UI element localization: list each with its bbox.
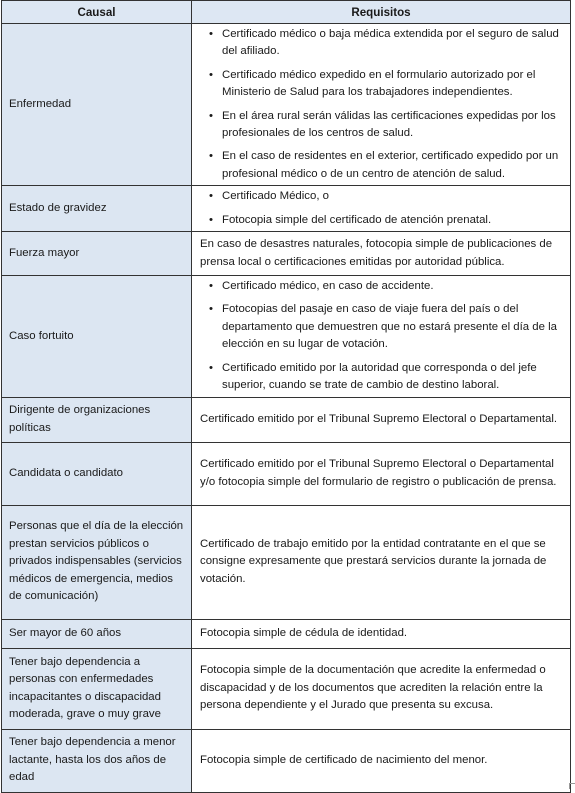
table-header-row	[2, 1, 571, 24]
column-header-causal: Causal	[2, 1, 192, 24]
table-row	[2, 276, 571, 397]
causal-cell: Candidata o candidato	[2, 442, 192, 505]
table-row	[2, 232, 571, 276]
table-row	[2, 186, 571, 232]
list-item: • Certificado médico, en caso de accidente.	[222, 278, 564, 295]
requisitos-cell	[192, 24, 571, 186]
requisitos-list	[200, 278, 564, 394]
causal-cell: Caso fortuito	[2, 276, 192, 397]
page-corner-mark	[569, 783, 575, 789]
requisitos-list	[200, 26, 564, 183]
list-item: • Fotocopia simple del certificado de atención prenatal.	[222, 212, 564, 229]
list-item: • Certificado médico o baja médica extendida por el seguro de salud del afiliado.	[222, 26, 564, 61]
requisitos-cell: Fotocopia simple de certificado de nacimiento del menor.	[192, 729, 571, 792]
list-item: • En el caso de residentes en el exterior, certificado expedido por un profesional médico o de un centro de atención de salud.	[222, 148, 564, 183]
table-row	[2, 442, 571, 505]
requisitos-cell: Fotocopia simple de cédula de identidad.	[192, 619, 571, 648]
requisitos-cell: En caso de desastres naturales, fotocopia simple de publicaciones de prensa local o certificaciones emitidas por autoridad pública.	[192, 232, 571, 276]
requisitos-cell: Certificado de trabajo emitido por la entidad contratante en el que se consigne expresamente que prestará servicios durante la jornada de votación.	[192, 505, 571, 619]
list-item: • Certificado médico expedido en el formulario autorizado por el Ministerio de Salud para los trabajadores independientes.	[222, 67, 564, 102]
column-header-requisitos: Requisitos	[192, 1, 571, 24]
causal-cell: Personas que el día de la elección prestan servicios públicos o privados indispensables (servicios médicos de emergencia, medios de comunicación)	[2, 505, 192, 619]
requisitos-cell: Certificado emitido por el Tribunal Supremo Electoral o Departamental y/o fotocopia simple del formulario de registro o publicación de prensa.	[192, 442, 571, 505]
list-item: • Fotocopias del pasaje en caso de viaje fuera del país o del departamento que demuestren que no estará presente el día de la elección en su lugar de votación.	[222, 301, 564, 353]
causal-cell: Tener bajo dependencia a menor lactante, hasta los dos años de edad	[2, 729, 192, 792]
causal-cell: Ser mayor de 60 años	[2, 619, 192, 648]
list-item: • Certificado Médico, o	[222, 188, 564, 205]
table-row	[2, 619, 571, 648]
causal-cell: Tener bajo dependencia a personas con enfermedades incapacitantes o discapacidad moderada, grave o muy grave	[2, 648, 192, 729]
table-row	[2, 397, 571, 442]
requisitos-cell: Fotocopia simple de la documentación que acredite la enfermedad o discapacidad y de los documentos que acrediten la relación entre la persona dependiente y el Jurado que presenta su excusa.	[192, 648, 571, 729]
causal-cell: Dirigente de organizaciones políticas	[2, 397, 192, 442]
requirements-table	[1, 0, 571, 793]
causal-cell: Enfermedad	[2, 24, 192, 186]
table-row	[2, 24, 571, 186]
causal-cell: Fuerza mayor	[2, 232, 192, 276]
list-item: • Certificado emitido por la autoridad que corresponda o del jefe superior, cuando se trate de cambio de destino laboral.	[222, 360, 564, 395]
requisitos-cell	[192, 276, 571, 397]
table-row	[2, 648, 571, 729]
causal-cell: Estado de gravidez	[2, 186, 192, 232]
requisitos-list	[200, 188, 564, 229]
table-row	[2, 729, 571, 792]
table-row	[2, 505, 571, 619]
list-item: • En el área rural serán válidas las certificaciones expedidas por los profesionales de los centros de salud.	[222, 108, 564, 143]
requisitos-cell: Certificado emitido por el Tribunal Supremo Electoral o Departamental.	[192, 397, 571, 442]
requisitos-cell	[192, 186, 571, 232]
